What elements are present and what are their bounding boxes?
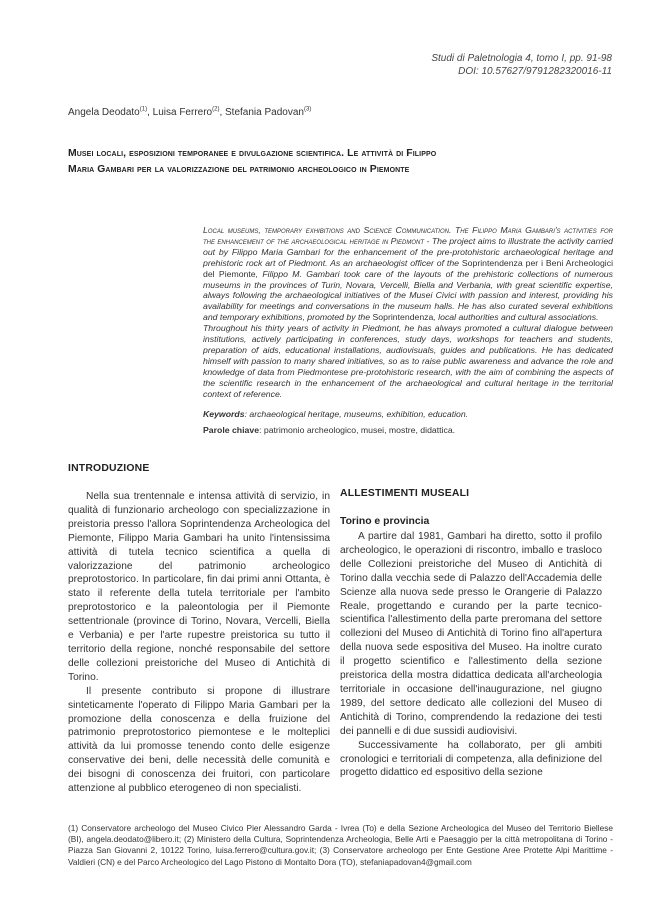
abstract-paragraph [203,225,613,323]
journal-header [312,52,612,78]
abstract-title: Local museums, temporary exhibitions and Science Communication. The Filippo Maria Gambari's activities for the enhancement of the archaeological heritage in Piedmont [203,225,613,246]
journal-citation: Studi di Paletnologia 4, tomo I, pp. 91-98 [431,53,612,64]
keywords-label: Keywords [203,409,245,419]
footnote-text: (1) Conservatore archeologo del Museo Civico Pier Alessandro Garda - Ivrea (To) e della Sezione Archeologica del Museo del Territorio Biellese (BI), angela.deodato@libero.it; (2) Ministero della Cultura, Soprintendenza Archeologia, Belle Arti e Paesaggio per la città metropolitana di Torino - Piazza San Giovanni 2, 10122 Torino, luisa.ferrero@cultura.gov.it; (3) Conservatore archeologo per Ente Gestione Aree Protette Alpi Marittime - Valdieri (CN) e del Parco Archeologico del Lago Pistono di Montalto Dora (TO), stefaniapadovan4@gmail.com [68,823,613,867]
body-paragraph: A partire dal 1981, Gambari ha diretto, sotto il profilo archeologico, le operazioni di riscontro, imballo e trasloco delle Collezioni preistoriche del Museo di Antichità di Torino dalla vecchia sede di Palazzo dell'Accademia delle Scienze alla nuova sede presso le Orangerie di Palazzo Reale, progettando e curando per la parte tecnico-scientifica l'allestimento della parte preromana del settore collezioni del Museo di Antichità di Torino fino all'apertura della nuova sede espositiva del Museo. Ha inoltre curato il progetto scientifico e l'allestimento della sezione preistorica della mostra didattica dedicata all'archeologia territoriale in occasione dell'inaugurazione, nel giugno 1989, del settore dedicato alle collezioni del Museo di Antichità di Torino, comprendendo la redazione dei testi dei pannelli e di due sussidi audiovisivi. [340,531,602,737]
keywords-block [203,408,613,440]
subsection-heading-torino: Torino e provincia [340,516,430,527]
author-list: Angela Deodato$^{(1)}$, Luisa Ferrero$^{(2)}$, Stefania Padovan$^{(3)}$ [68,106,312,118]
left-column [68,490,330,796]
right-column [340,530,602,780]
affiliation-mark: (2) [212,106,220,113]
author-name: Stefania Padovan [225,107,304,118]
keywords-it-text: : patrimonio archeologico, musei, mostre, didattica. [259,425,456,435]
affiliation-mark: (3) [303,106,312,113]
abstract-text: Soprintendenza [372,312,434,323]
footnotes [68,823,613,868]
section-heading-intro: INTRODUZIONE [68,463,150,474]
abstract [203,225,613,400]
keywords-en [203,408,613,420]
abstract-text: , Filippo M. Gambari took care of the layouts of the prehistoric collections of numerous museums in the provinces of Turin, Novara, Vercelli, Biella and Verbania, with great scientific expertise, always following the archaeological initiatives of the Musei Civici with passion and interest, providing his availability for meetings and conversations in the museum halls. He has also curated several exhibitions and temporary exhibitions, promoted by the [203,268,613,323]
body-paragraph: Il presente contributo si propone di illustrare sinteticamente l'operato di Filippo Maria Gambari per la promozione della conoscenza e della fruizione del patrimonio preprotostorico piemontese e le molteplici attività da lui promosse tenendo conto delle esigenze conservative dei beni, delle necessità delle comunità e dei bisogni di conoscenza dei fruitori, con particolare attenzione al pubblico eterogeneo di non specialisti. [68,685,330,795]
abstract-text: Soprintendenza per i Beni Archeologici del Piemonte [203,257,613,279]
author-name: Luisa Ferrero [152,107,213,118]
abstract-text: - The project aims to illustrate the activity carried out by Filippo Maria Gambari for the enhancement of the pre-protohistoric archaeological heritage and prehistoric rock art of Piedmont. As an archaeologist officer of the [203,235,613,268]
keywords-it [203,424,613,436]
paper-title: Musei locali, esposizioni temporanee e divulgazione scientifica. Le attività di Filippo Maria Gambari per la valorizzazione del patrimonio archeologico in Piemonte [68,148,437,175]
body-paragraph: Nella sua trentennale e intensa attività di servizio, in qualità di funzionario archeologo con specializzazione in preistoria presso l'allora Soprintendenza Archeologica del Piemonte, Filippo Maria Gambari ha unito l'intensissima attività di tutela tecnico scientifica a quella di valorizzazione del patrimonio archeologico preprotostorico. In particolare, fin dai primi anni Ottanta, è stato il referente della tutela territoriale per l'ambito preprotostorico e la paleontologia per il Piemonte settentrionale (province di Torino, Novara, Vercelli, Biella e Verbania) e per l'arte rupestre preistorica su tutto il territorio della regione, nonché responsabile del settore delle collezioni preistoriche del Museo di Antichità di Torino. [68,491,330,683]
affiliation-mark: (1) [139,106,148,113]
keywords-text: : archaeological heritage, museums, exhibition, education. [244,409,469,419]
abstract-paragraph: Throughout his thirty years of activity in Piedmont, he has always promoted a cultural dialogue between institutions, actively participating in conferences, study days, workshops for teachers and students, preparation of aids, educational installations, audiovisuals, guides and publications. He has dedicated himself with passion to many shared initiatives, so as to raise public awareness and advance the role and knowledge of data from Piedmontese pre-protohistoric research, with the aim of combining the aspects of the scientific research in the enhancement of the archaeological and cultural heritage in the territorial context of reference. [203,323,613,399]
doi: DOI: 10.57627/9791282320016-11 [458,66,612,77]
author-name: Angela Deodato [68,107,140,118]
section-heading-allestimenti: ALLESTIMENTI MUSEALI [340,488,470,499]
body-paragraph: Successivamente ha collaborato, per gli ambiti cronologici e territoriali di competenza, alla definizione del progetto didattico ed espositivo della sezione [340,739,602,779]
abstract-text: , local authorities and cultural associations. [433,312,599,323]
keywords-it-label: Parole chiave [203,425,260,435]
